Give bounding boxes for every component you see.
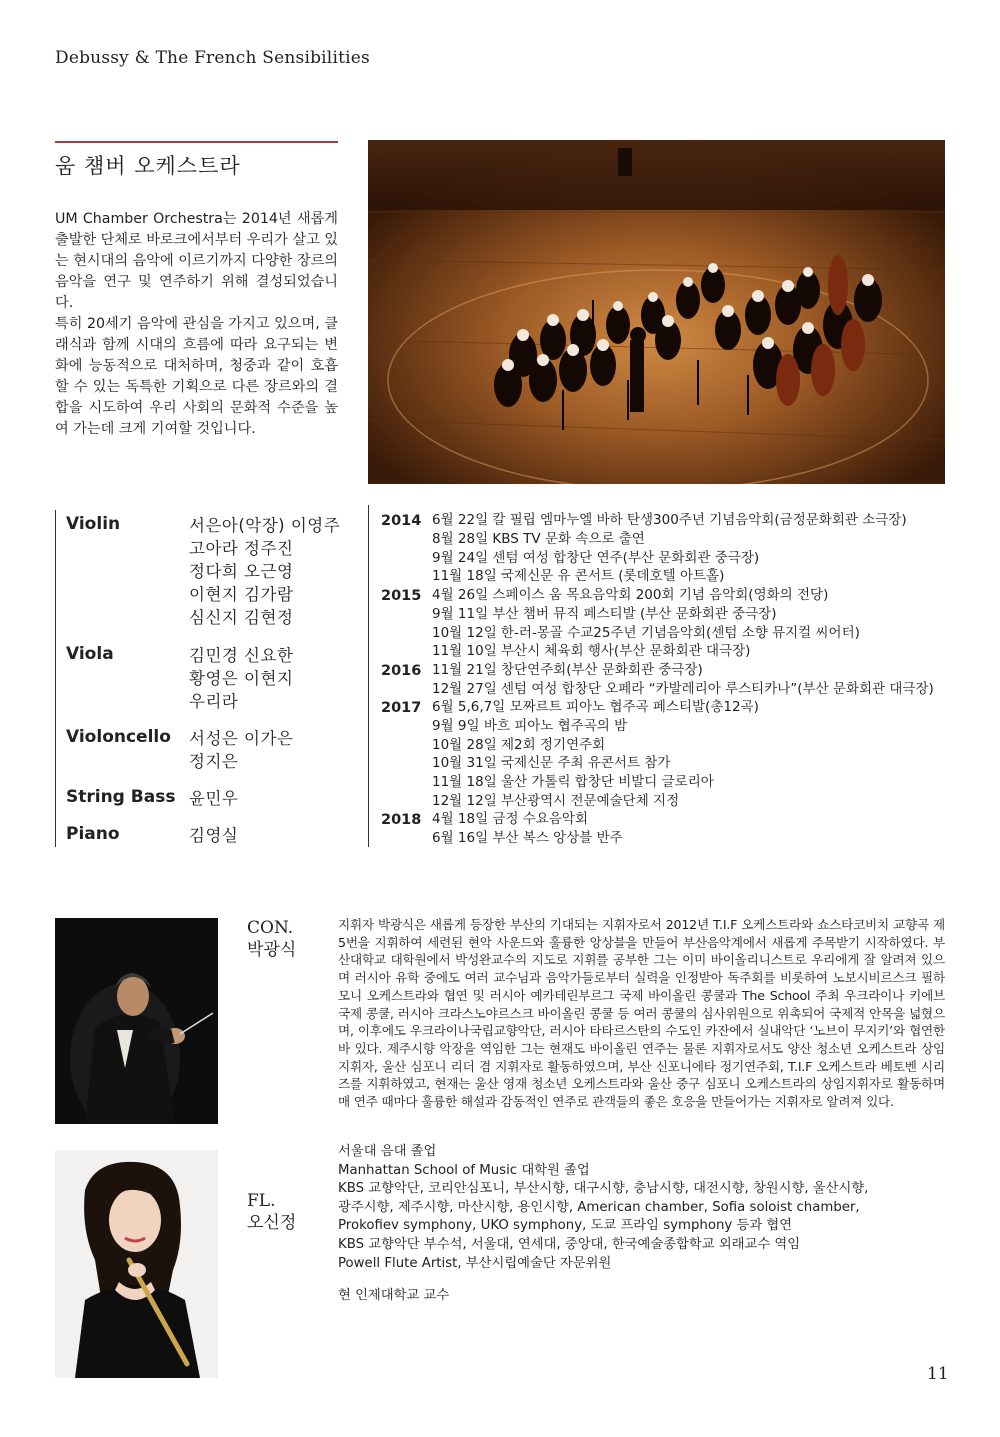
flutist-bio-line: 광주시향, 제주시향, 마산시향, 용인시향, American chamber, Sofia soloist chamber, xyxy=(338,1199,860,1215)
roster-name: 우리라 xyxy=(189,692,239,711)
roster-instrument: Violin xyxy=(66,514,121,534)
roster-name: 김영실 xyxy=(189,826,239,845)
history-events xyxy=(432,698,759,811)
roster-names xyxy=(189,824,238,847)
section-title: 움 첌버 오케스트라 xyxy=(55,154,241,178)
roster-name: 고아라 정주진 xyxy=(189,539,294,558)
history-events xyxy=(432,586,860,661)
history-event: 10월 28일 제2회 정기연주회 xyxy=(432,736,606,753)
section-title-rule xyxy=(55,141,338,143)
flutist-photo xyxy=(55,1150,218,1378)
flutist-photo-illustration xyxy=(55,1150,218,1378)
roster-names xyxy=(189,514,340,629)
history-event: 11월 18일 울산 가톨릭 합창단 비발디 글로리아 xyxy=(432,774,714,791)
roster-name: 김민경 신요한 xyxy=(189,646,294,665)
conductor-bio: 지휘자 박광식은 새롭게 등장한 부산의 기대되는 지휘자로서 2012년 T.I.F 오케스트라와 쇼스타코비치 교향곡 제5번을 지휘하여 세련된 현악 사운드와 훌륭한 앙상블을 만들어 부산음악계에서 새롭게 주목받기 시작하였다. 부산대학교 대학원에서 박성완교수의 지도로 지휘를 공부한 그는 이미 바이올리니스트로 우리에게 잘 알려져 있으며 러시아 유학 중에도 여러 교수님과 음악가들로부터 실력을 인정받아 독주회를 비롯하여 노보시비르스크 필하모니 오케스트라와 협연 및 러시아 예카테린부르그 국제 바이올린 콩쿨과 The School 주최 우크라이나 키에브 국제 콩쿨, 러시아 크라스노야르스크 바이올린 콩쿨 등 여러 콩쿨의 심사위원으로 위촉되어 국제적 안목을 넓혔으며, 이후에도 우크라이나국립교향악단, 러시아 타타르스탄의 수도인 카잔에서 실내악단 ‘노브이 무지키’와 협연한 바 있다. 제주시향 악장을 역임한 그는 현재도 바이올린 연주는 물론 지휘자로서도 양산 청소년 오케스트라 상임지휘자, 울산 심포니 리더 겸 지휘자로 활동하였으며, 부산 신포니에타 정기연주회, T.I.F 오케스트라 베토벤 시리즈를 지휘하였고, 현재는 울산 영재 청소년 오케스트라와 울산 중구 심포니 오케스트라의 상임지휘자로 활동하며 매 연주 때마다 훌륭한 해설과 감동적인 연주로 관객들의 좋은 호응을 만들어가는 지휘자로 알려져 있다. xyxy=(338,917,945,1110)
history-event: 9월 11일 부산 챔버 뮤직 페스티발 (부산 문화회관 중극장) xyxy=(432,605,777,622)
history-year: 2017 xyxy=(381,700,422,716)
conductor-photo-illustration xyxy=(55,918,218,1124)
flutist-current-position: 현 인제대학교 교수 xyxy=(338,1288,450,1304)
flutist-bio-line: 서울대 음대 졸업 xyxy=(338,1144,437,1159)
conductor-photo xyxy=(55,918,218,1124)
history-event: 10월 12일 한-러-몽골 수교25주년 기념음악회(센텀 소향 뮤지컬 씨어터) xyxy=(432,624,860,641)
conductor-name: 박광식 xyxy=(247,940,297,960)
roster-instrument: Viola xyxy=(66,644,114,664)
history-event: 8월 28일 KBS TV 문화 속으로 출연 xyxy=(432,530,645,547)
flutist-name: 오신정 xyxy=(247,1213,297,1233)
history-event: 9월 9일 바흐 피아노 협주곡의 밤 xyxy=(432,717,628,734)
page-number: 11 xyxy=(927,1364,949,1384)
history-year: 2015 xyxy=(381,588,422,604)
history-year: 2016 xyxy=(381,663,422,679)
flutist-label xyxy=(247,1190,296,1234)
roster xyxy=(55,510,355,847)
roster-name: 윤민우 xyxy=(189,789,239,808)
intro-paragraph-1: UM Chamber Orchestra는 2014년 새롭게 출발한 단체로 바로크에서부터 우리가 살고 있는 현시대의 음악에 이르기까지 다양한 장르의 음악을 연구 및 연주하기 위해 결성되었습니다. xyxy=(55,211,338,311)
history-events xyxy=(432,511,907,586)
roster-names xyxy=(189,644,293,713)
history-event: 9월 24일 센텀 여성 합창단 연주(부산 문화회관 중극장) xyxy=(432,549,760,566)
history-event: 11월 21일 창단연주회(부산 문화회관 중극장) xyxy=(432,662,703,678)
history-event: 12월 12일 부산광역시 전문예술단체 지정 xyxy=(432,792,680,809)
orchestra-photo xyxy=(368,140,945,484)
roster-names xyxy=(189,727,293,773)
conductor-label xyxy=(247,917,296,961)
roster-instrument: Piano xyxy=(66,824,120,844)
history xyxy=(368,505,958,847)
flutist-bio-line: Powell Flute Artist, 부산시립예술단 자문위원 xyxy=(338,1255,612,1271)
history-event: 6월 22일 칼 필립 엠마누엘 바하 탄생300주년 기념음악회(금정문화회관 소극장) xyxy=(432,512,907,528)
history-event: 11월 10일 부산시 체육회 행사(부산 문화회관 대극장) xyxy=(432,643,751,660)
roster-name: 심신지 김현정 xyxy=(189,608,294,627)
roster-names xyxy=(189,787,238,810)
conductor-role: CON. xyxy=(247,918,294,938)
history-event: 6월 16일 부산 복스 앙상블 반주 xyxy=(432,829,623,846)
roster-name: 정다희 오근영 xyxy=(189,562,294,581)
intro-paragraph-2: 특히 20세기 음악에 관심을 가지고 있으며, 클래식과 함께 시대의 흐름에 따라 요구되는 변화에 능동적으로 대처하며, 청중과 같이 호흡할 수 있는 독특한 기획으로 다른 장르와의 결합을 시도하여 우리 사회의 문화적 수준을 높여 가는데 크게 기여할 것입니다. xyxy=(55,316,338,437)
history-event: 6월 5,6,7일 모짜르트 피아노 협주곡 페스티발(총12곡) xyxy=(432,699,759,715)
roster-name: 서은아(악장) 이영주 xyxy=(189,516,341,535)
roster-name: 서성은 이가은 xyxy=(189,729,294,748)
history-event: 12월 27일 센텀 여성 합창단 오페라 “카발레리아 루스티카나”(부산 문화회관 대극장) xyxy=(432,680,934,697)
roster-name: 이현지 김가람 xyxy=(189,585,294,604)
roster-name: 정지은 xyxy=(189,752,239,771)
flutist-bio xyxy=(338,1143,945,1306)
roster-instrument: String Bass xyxy=(66,787,176,807)
flutist-role: FL. xyxy=(247,1191,276,1211)
flutist-bio-spacer xyxy=(338,1273,945,1287)
page-header-title: Debussy & The French Sensibilities xyxy=(55,48,370,68)
intro-text xyxy=(55,209,338,440)
flutist-bio-line: KBS 교향악단, 코리안심포니, 부산시향, 대구시향, 충남시향, 대전시향, 창원시향, 울산시향, xyxy=(338,1181,869,1197)
history-event: 4월 18일 금정 수요음악회 xyxy=(432,811,589,827)
history-event: 4월 26일 스페이스 움 목요음악회 200회 기념 음악회(영화의 전당) xyxy=(432,587,829,603)
flutist-bio-line: Manhattan School of Music 대학원 졸업 xyxy=(338,1162,590,1178)
history-events xyxy=(432,661,934,699)
flutist-bio-line: Prokofiev symphony, UKO symphony, 도쿄 프라임 symphony 등과 협연 xyxy=(338,1218,793,1234)
roster-name: 황영은 이현지 xyxy=(189,669,294,688)
orchestra-photo-illustration xyxy=(368,140,945,484)
flutist-bio-line: KBS 교향악단 부수석, 서울대, 연세대, 중앙대, 한국예술종합학교 외래교수 역임 xyxy=(338,1236,801,1252)
history-year: 2018 xyxy=(381,812,422,828)
history-event: 11월 18일 국제신문 유 콘서트 (롯데호텔 아트홀) xyxy=(432,568,725,585)
history-events xyxy=(432,810,623,848)
roster-instrument: Violoncello xyxy=(66,727,171,747)
history-event: 10월 31일 국제신문 주최 유콘서트 참가 xyxy=(432,755,671,772)
history-year: 2014 xyxy=(381,513,422,529)
